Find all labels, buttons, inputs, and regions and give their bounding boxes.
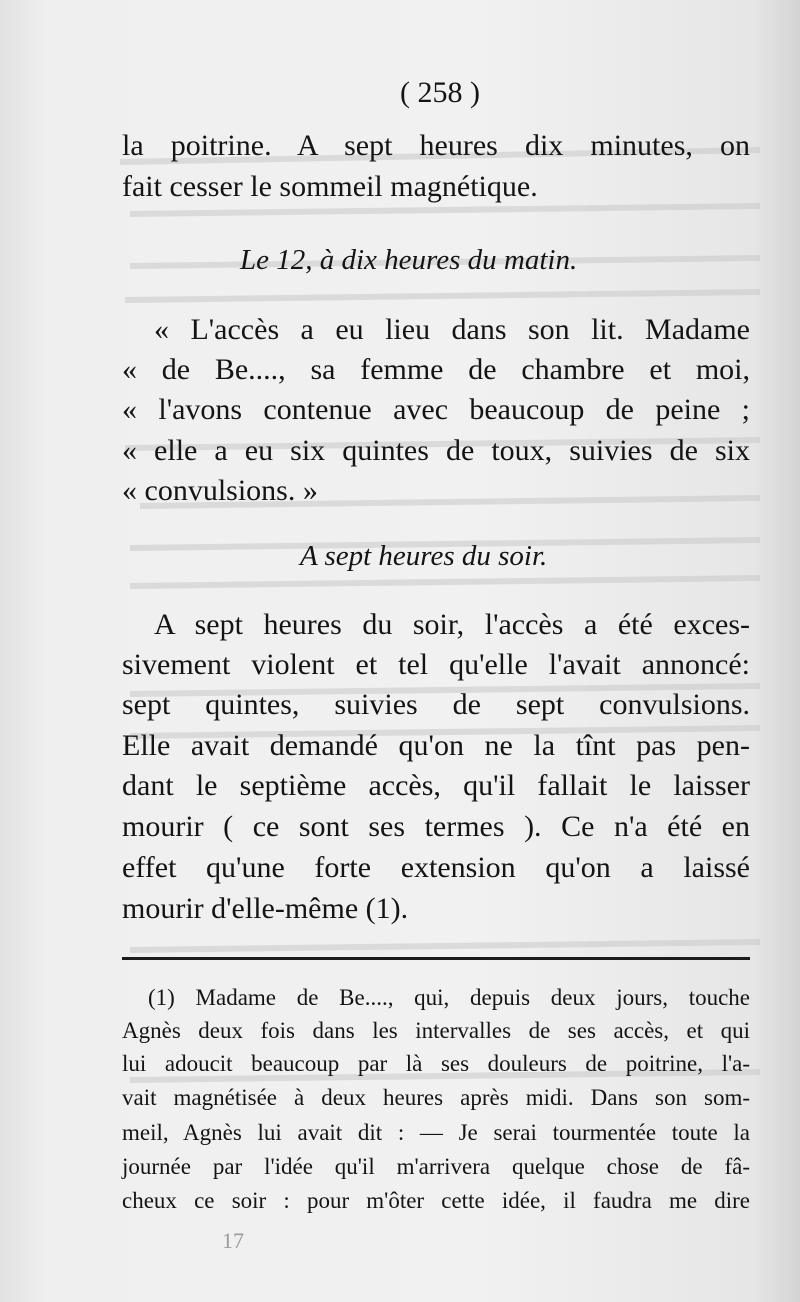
footnote-line-7: cheux ce soir : pour m'ôter cette idée, il faudra me dire [122,1188,750,1213]
para-line-2: sivement violent et tel qu'elle l'avait annoncé: [122,648,750,681]
para-line-1: A sept heures du soir, l'accès a été exces- [154,608,750,641]
footnote-line-1: (1) Madame de Be...., qui, depuis deux jours, touche [148,985,750,1010]
body-line-1: la poitrine. A sept heures dix minutes, on [122,129,750,162]
footnote-line-3: lui adoucit beaucoup par là ses douleurs de poitrine, l'a- [122,1051,750,1076]
body-line-2: fait cesser le sommeil magnétique. [122,170,538,203]
quote-line-1: « L'accès a eu lieu dans son lit. Madame [154,313,750,346]
quote-line-4: « elle a eu six quintes de toux, suivies de six [122,434,750,467]
footnote-line-5: meil, Agnès lui avait dit : — Je serai tourmentée toute la [122,1120,750,1145]
page-number: ( 258 ) [400,76,480,109]
footnote-line-4: vait magnétisée à deux heures après midi. Dans son som- [122,1085,750,1110]
para-line-5: dant le septième accès, qu'il fallait le laisser [122,769,750,802]
quote-line-5: « convulsions. » [122,474,318,507]
section-heading-morning: Le 12, à dix heures du matin. [240,244,578,276]
footnote-line-2: Agnès deux fois dans les intervalles de ses accès, et qui [122,1018,750,1043]
quote-line-3: « l'avons contenue avec beaucoup de peine ; [122,393,750,426]
section-heading-evening: A sept heures du soir. [300,540,548,572]
footnote-divider [122,957,750,960]
signature-mark: 17 [222,1228,244,1253]
quote-line-2: « de Be...., sa femme de chambre et moi, [122,353,750,386]
para-line-4: Elle avait demandé qu'on ne la tînt pas pen- [122,729,750,762]
para-line-3: sept quintes, suivies de sept convulsions. [122,688,750,721]
footnote-line-6: journée par l'idée qu'il m'arrivera quelque chose de fâ- [122,1154,750,1179]
para-line-7: effet qu'une forte extension qu'on a laissé [122,851,750,884]
para-line-8: mourir d'elle-même (1). [122,892,409,925]
para-line-6: mourir ( ce sont ses termes ). Ce n'a été en [122,810,750,843]
